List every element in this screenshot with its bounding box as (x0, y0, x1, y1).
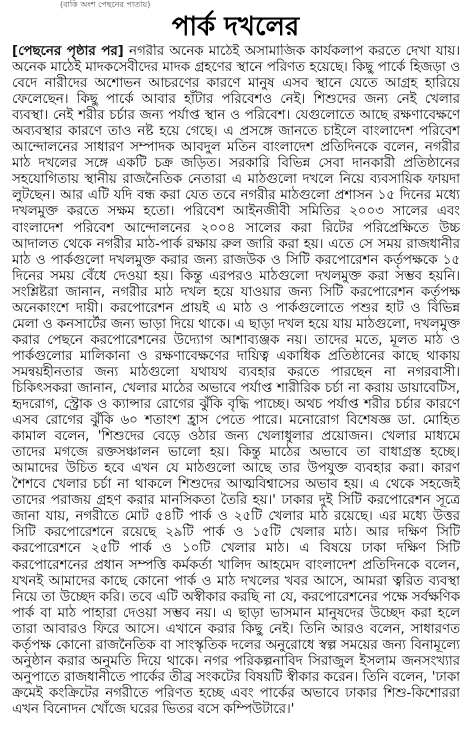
article-body-text: নগরীর অনেক মাঠেই অসামাজিক কার্যকলাপ করতে দেখা যায়। অনেক মাঠেই মাদকসেবীদের মাদক গ্রহণের স্থানে পরিণত হয়েছে। কিছু পার্কে হিজড়া ও বেদে নারীদের অশোভন আচরণের কারণে মানুষ এসব স্থানে যেতে আগ্রহ হারিয়ে ফেলেছেন। কিছু পার্কে আবার হাঁটার পরিবেশও নেই। শিশুদের জন্য নেই খেলার ব্যবস্থা। নেই শরীর চর্চার জন্য পর্যাপ্ত স্থান ও পরিবেশ। যেগুলোতে আছে রক্ষণাবেক্ষণে অব্যবস্থার কারণে তাও নষ্ট হয়ে গেছে। এ প্রসঙ্গে জানতে চাইলে বাংলাদেশ পরিবেশ আন্দোলনের সাধারণ সম্পাদক আবদুল মতিন বাংলাদেশ প্রতিদিনকে বলেন, নগরীর মাঠ দখলের সঙ্গে একটি চক্র জড়িত। সরকারি বিভিন্ন সেবা দানকারী প্রতিষ্ঠানের সহযোগিতায় স্থানীয় রাজনৈতিক নেতারা এ মাঠগুলো দখলে নিয়ে ব্যবসায়িক ফায়দা লুটছেন। আর এটি যদি বন্ধ করা যেত তবে নগরীর মাঠগুলো প্রশাসন ১৫ দিনের মধ্যে দখলমুক্ত করতে সক্ষম হতো। পরিবেশ আইনজীবী সমিতির ২০০৩ সালের এবং বাংলাদেশ পরিবেশ আন্দোলনের ২০০৪ সালের করা রিটের পরিপ্রেক্ষিতে উচ্চ আদালত থেকে নগরীর মাঠ-পার্ক রক্ষায় রুল জারি করা হয়। এতে সে সময় রাজধানীর মাঠ ও পার্কগুলো দখলমুক্ত করার জন্য রাজউক ও সিটি করপোরেশন কর্তৃপক্ষকে ১৫ দিনের সময় বেঁধে দেওয়া হয়। কিন্তু এরপরও মাঠগুলো দখলমুক্ত করা সম্ভব হয়নি। সংশ্লিষ্টরা জানান, নগরীর মাঠ দখল হয়ে যাওয়ার জন্য সিটি করপোরেশন কর্তৃপক্ষ অনেকাংশে দায়ী। করপোরেশন প্রায়ই এ মাঠ ও পার্কগুলোতে পশুর হাট ও বিভিন্ন মেলা ও কনসার্টের জন্য ভাড়া দিয়ে থাকে। এ ছাড়া দখল হয়ে যায় মাঠগুলো, দখলমুক্ত করার পেছনে করপোরেশনের উদ্যোগ আশাব্যঞ্জক নয়। তাদের মতে, মূলত মাঠ ও পার্কগুলোর মালিকানা ও রক্ষণাবেক্ষণের দায়িত্ব একাধিক প্রতিষ্ঠানের কাছে থাকায় সমন্বয়হীনতার জন্য মাঠগুলো যথাযথ ব্যবহার করতে পারছেন না নগরবাসী। চিকিৎসকরা জানান, খেলার মাঠের অভাবে পর্যাপ্ত শারীরিক চর্চা না করায় ডায়াবেটিস, হৃদরোগ, স্ট্রোক ও ক্যান্সার রোগের ঝুঁকি বৃদ্ধি পাচ্ছে। অথচ পর্যাপ্ত শরীর চর্চার কারণে এসব রোগের ঝুঁকি ৬০ শতাংশ হ্রাস পেতে পারে। মনোরোগ বিশেষজ্ঞ ডা. মোহিত কামাল বলেন, 'শিশুদের বেড়ে ওঠার জন্য খেলাধুলার প্রয়োজন। খেলার মাধ্যমে তাদের মগজে রক্তসঞ্চালন ভালো হয়। কিন্তু মাঠের অভাবে তা বাধাগ্রস্ত হচ্ছে। আমাদের উচিত হবে এখন যে মাঠগুলো আছে তার উপযুক্ত ব্যবহার করা। কারণ শৈশবে খেলার চর্চা না থাকলে শিশুদের আত্মবিশ্বাসের অভাব হয়। এ থেকে সহজেই তাদের পরাজয় গ্রহণ করার মানসিকতা তৈরি হয়।' ঢাকার দুই সিটি করপোরেশন সূত্রে জানা যায়, নগরীতে মোট ৫৪টি পার্ক ও ২৫টি খেলার মাঠ রয়েছে। এর মধ্যে উত্তর সিটি করপোরেশনে রয়েছে ২৯টি পার্ক ও ১৫টি খেলার মাঠ। আর দক্ষিণ সিটি করপোরেশনে ২৫টি পার্ক ও ১০টি খেলার মাঠ। এ বিষয়ে ঢাকা দক্ষিণ সিটি করপোরেশনের প্রধান সম্পত্তি কর্মকর্তা খালিদ আহমেদ বাংলাদেশ প্রতিদিনকে বলেন, যখনই আমাদের কাছে কোনো পার্ক ও মাঠ দখলের খবর আসে, আমরা ত্বরিত ব্যবস্থা নিয়ে তা উচ্ছেদ করি। তবে এটি অস্বীকার করছি না যে, করপোরেশনের পক্ষে সর্বক্ষণিক পার্ক বা মাঠ পাহারা দেওয়া সম্ভব নয়। এ ছাড়া ভাসমান মানুষদের উচ্ছেদ করা হলে তারা আবারও ফিরে আসে। এখানে করার কিছু নেই। তিনি আরও বলেন, সাধারণত কর্তৃপক্ষ কোনো রাজনৈতিক বা সাংস্কৃতিক দলের অনুরোধে স্বল্প সময়ের জন্য বিনামূল্যে অনুষ্ঠান করার অনুমতি দিয়ে থাকে। নগর পরিকল্পনাবিদ সিরাজুল ইসলাম জনসংখ্যার অনুপাতে রাজধানীতে পার্কের তীব্র সংকটের বিষয়টি স্বীকার করেন। তিনি বলেন, 'ঢাকা ক্রমেই কংক্রিটের নগরীতে পরিণত হচ্ছে এবং পার্কের অভাবে ঢাকার শিশু-কিশোররা এখন বিনোদন খোঁজে ঘরের ভিতর বসে কম্পিউটারে।' (12, 44, 460, 717)
headline: পার্ক দখলের (171, 12, 300, 42)
article-paragraph (12, 44, 460, 718)
article-body (12, 44, 460, 732)
continued-from-tag: [পেছনের পৃষ্ঠার পর] (12, 44, 124, 59)
page-header-text: (বাকি অংশ পেছনের পাতায়) (60, 0, 151, 9)
